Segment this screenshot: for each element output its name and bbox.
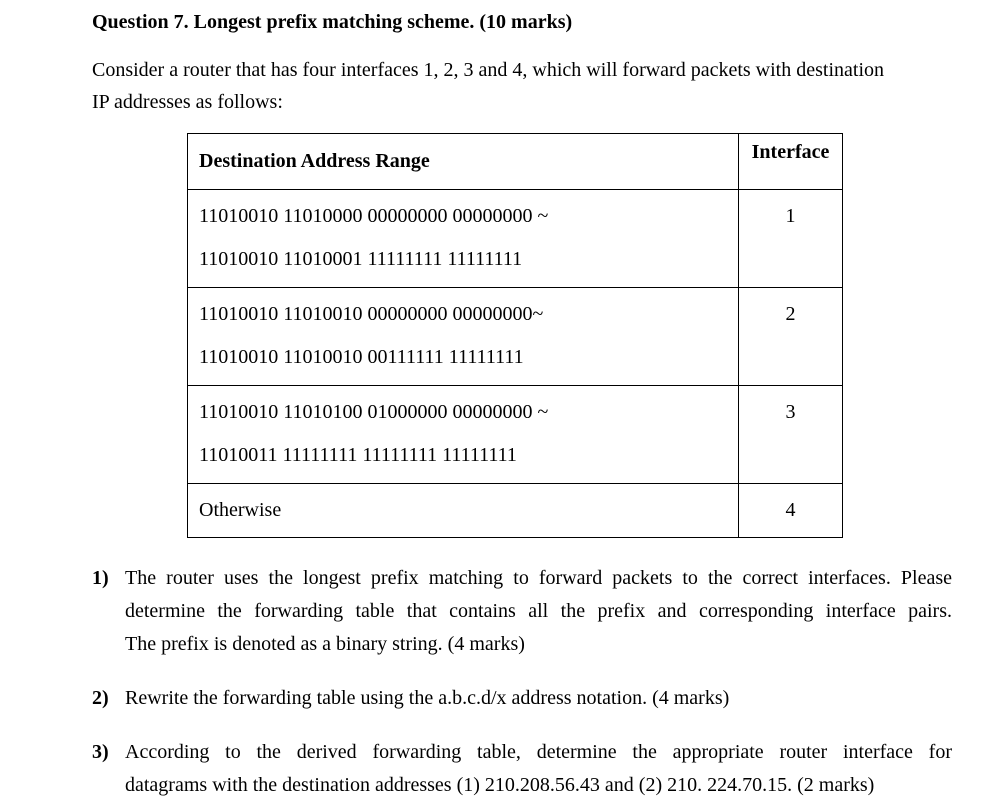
range-start: 11010010 11010000 00000000 00000000 ~ bbox=[199, 205, 549, 227]
sub-question-line: datagrams with the destination addresses (1) 210.208.56.43 and (2) 210. 224.70.15. (2 marks) bbox=[125, 774, 875, 796]
question-title: Question 7. Longest prefix matching scheme. (10 marks) bbox=[92, 11, 573, 33]
otherwise-label: Otherwise bbox=[188, 484, 739, 538]
interface-cell bbox=[739, 190, 843, 288]
header-interface: Interface bbox=[739, 134, 843, 190]
table-row bbox=[188, 288, 843, 386]
sub-question-1 bbox=[92, 562, 952, 661]
sub-question-line: The prefix is denoted as a binary string. (4 marks) bbox=[125, 633, 525, 655]
sub-question-3 bbox=[92, 736, 952, 802]
sub-questions bbox=[92, 562, 952, 802]
range-end: 11010010 11010001 11111111 11111111 bbox=[199, 248, 523, 270]
interface-cell bbox=[739, 386, 843, 484]
intro-paragraph bbox=[92, 54, 952, 118]
table-header-row bbox=[188, 134, 843, 190]
range-end: 11010011 11111111 11111111 11111111 bbox=[199, 444, 517, 466]
intro-line-2: IP addresses as follows: bbox=[92, 91, 283, 113]
sub-question-2 bbox=[92, 682, 952, 715]
sub-question-line: The router uses the longest prefix matching to forward packets to the correct interfaces. Please bbox=[125, 567, 952, 589]
header-destination-range: Destination Address Range bbox=[188, 134, 739, 190]
sub-question-number: 3) bbox=[92, 741, 109, 763]
range-cell bbox=[188, 288, 739, 386]
table-row bbox=[188, 190, 843, 288]
table-row-otherwise bbox=[188, 484, 843, 538]
range-end: 11010010 11010010 00111111 11111111 bbox=[199, 346, 524, 368]
address-range-table bbox=[187, 133, 843, 538]
sub-question-number: 2) bbox=[92, 687, 109, 709]
range-cell bbox=[188, 386, 739, 484]
interface-value: 2 bbox=[785, 303, 796, 325]
intro-line-1: Consider a router that has four interfaces 1, 2, 3 and 4, which will forward packets with destination bbox=[92, 59, 885, 81]
interface-cell bbox=[739, 288, 843, 386]
range-cell bbox=[188, 190, 739, 288]
sub-question-line: determine the forwarding table that contains all the prefix and corresponding interface pairs. bbox=[125, 600, 952, 622]
interface-value: 1 bbox=[785, 205, 796, 227]
sub-question-line: According to the derived forwarding table, determine the appropriate router interface for bbox=[125, 741, 952, 763]
interface-value: 3 bbox=[785, 401, 796, 423]
table-row bbox=[188, 386, 843, 484]
sub-question-line: Rewrite the forwarding table using the a.b.c.d/x address notation. (4 marks) bbox=[125, 687, 730, 709]
range-start: 11010010 11010100 01000000 00000000 ~ bbox=[199, 401, 549, 423]
range-start: 11010010 11010010 00000000 00000000~ bbox=[199, 303, 544, 325]
otherwise-interface: 4 bbox=[739, 484, 843, 538]
sub-question-number: 1) bbox=[92, 567, 109, 589]
